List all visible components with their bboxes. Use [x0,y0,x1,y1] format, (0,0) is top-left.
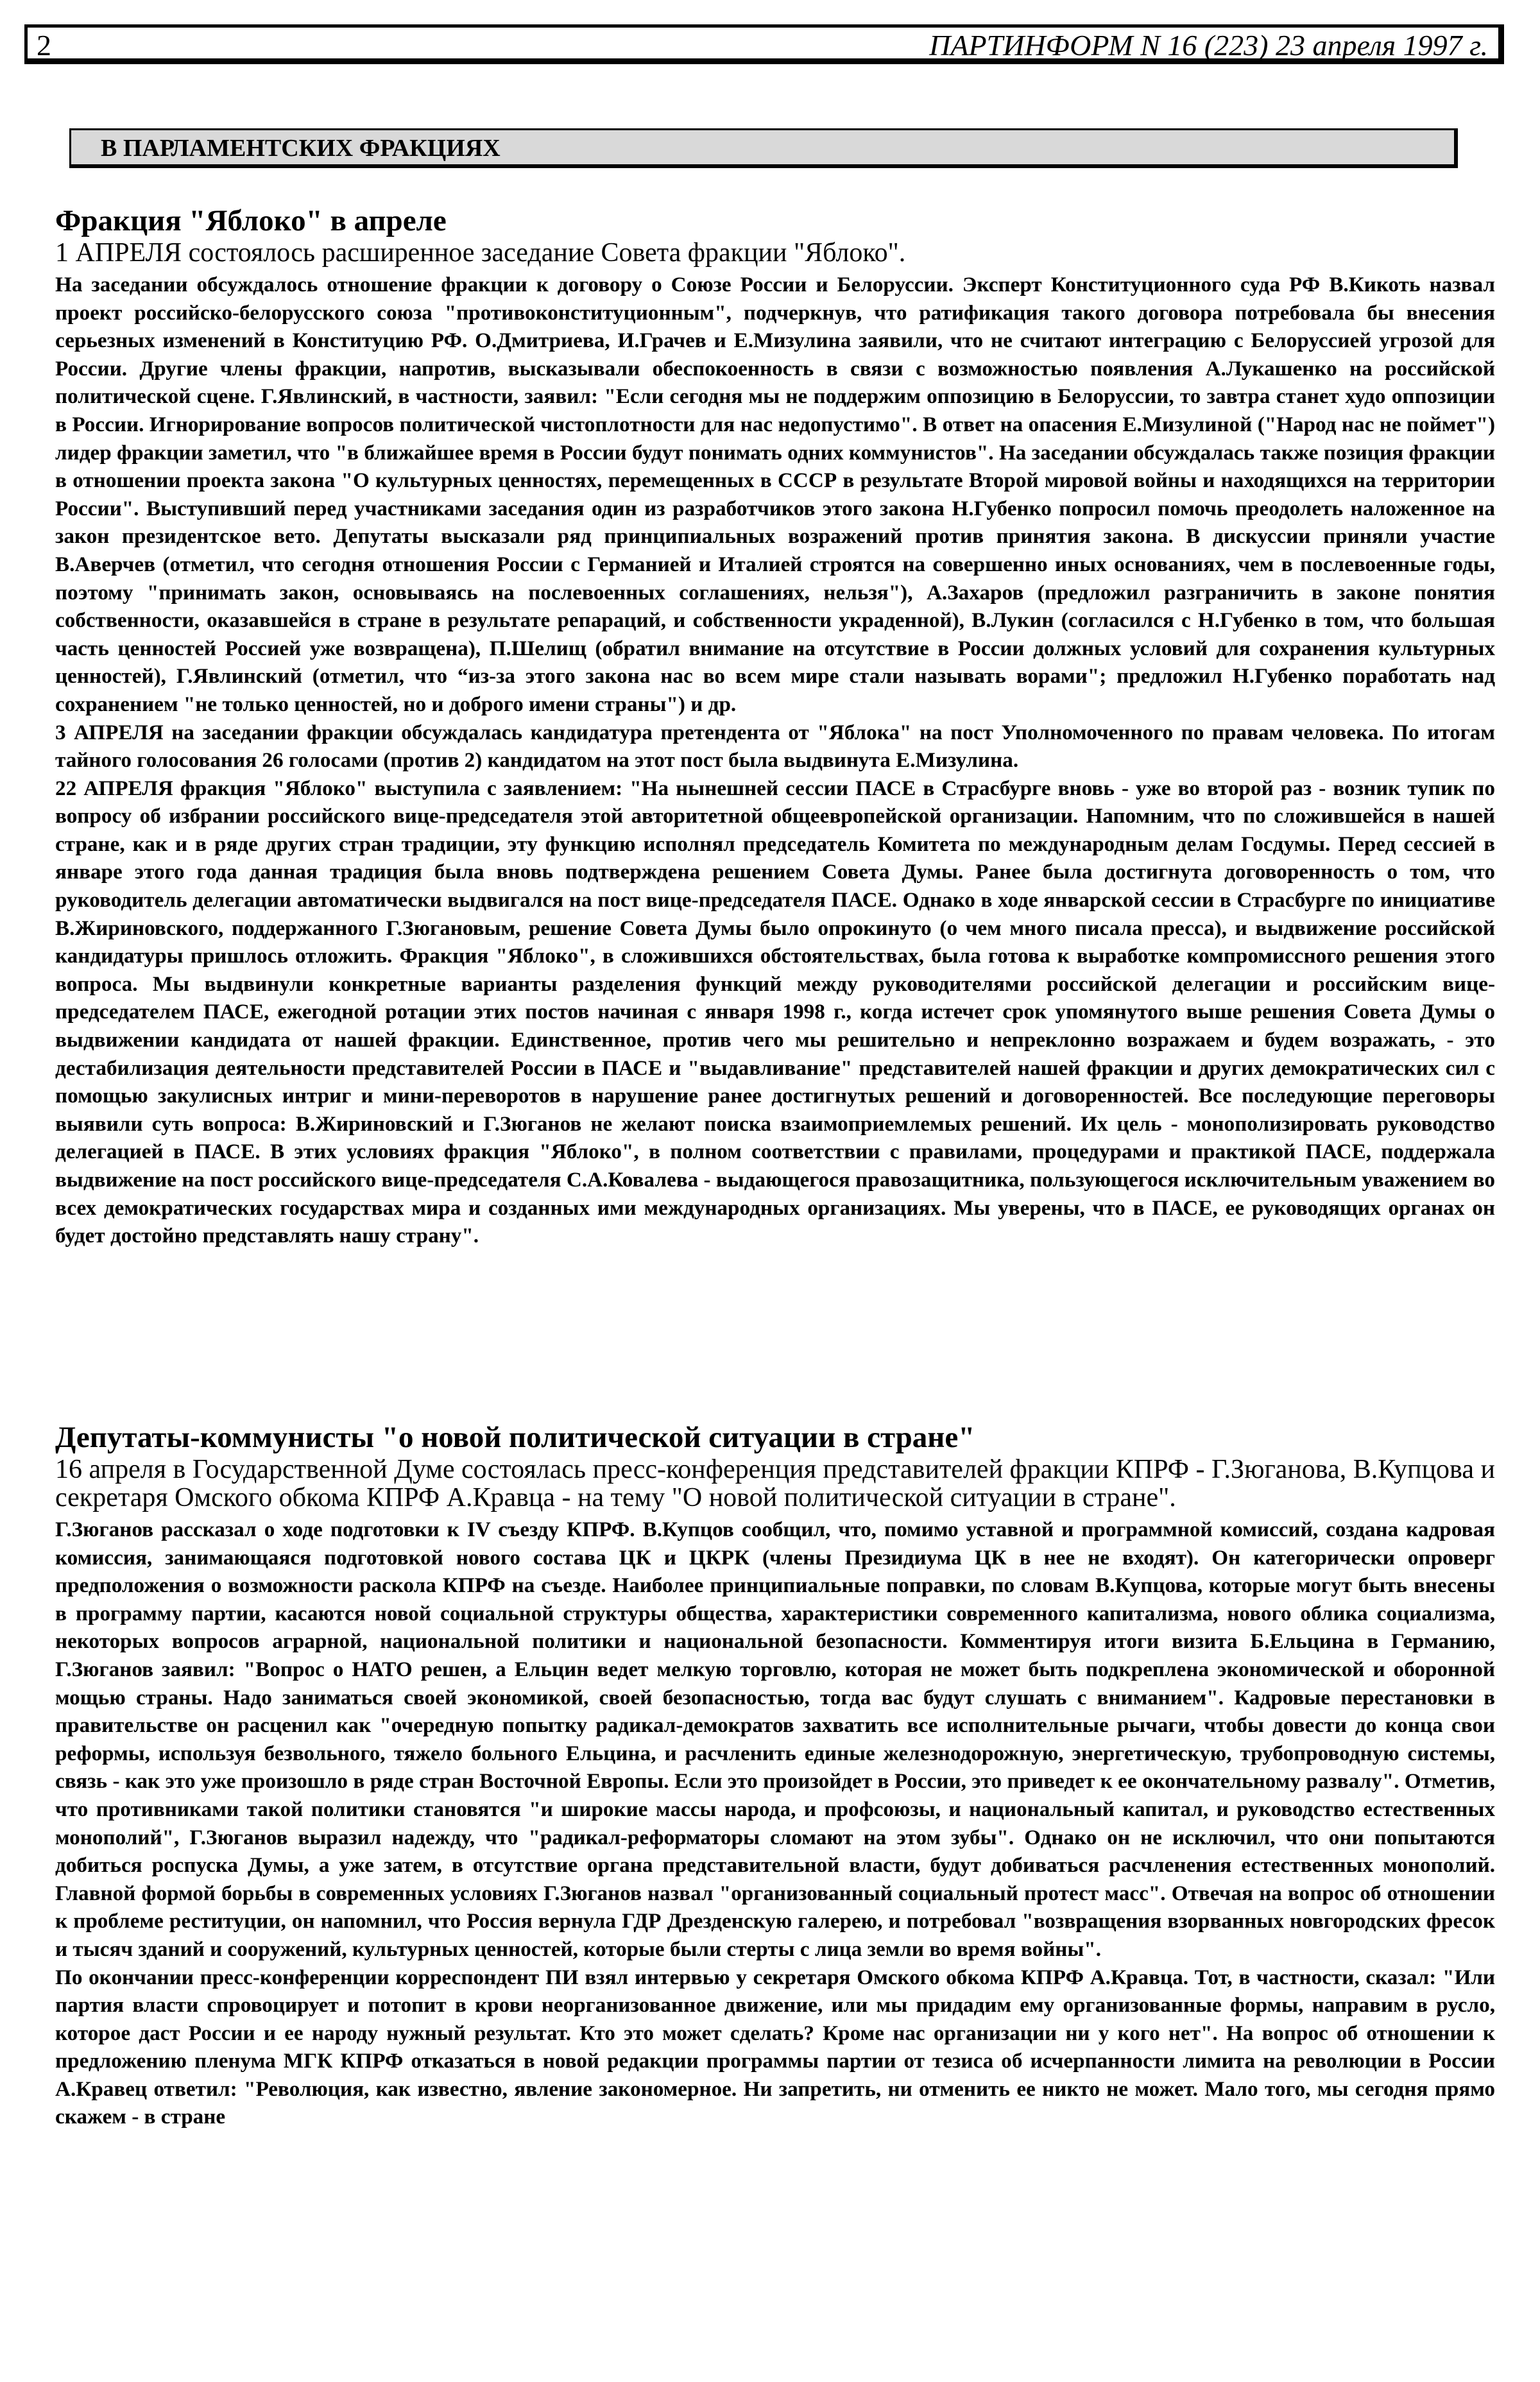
article-title: Депутаты-коммунисты "о новой политической ситуации в стране" [55,1421,975,1454]
article-paragraph: По окончании пресс-конференции корреспондент ПИ взял интервью у секретаря Омского обкома КПРФ А.Кравца. Тот, в частности, сказал: "Или партия власти спровоцирует и потопит в крови неорганизованное движение, или мы придадим ему организованные формы, направим в русло, которое даст России и ее народу нужный результат. Кто это может сделать? Кроме нас организации ни у кого нет". На вопрос об отношении к предложению пленума МГК КПРФ отказаться в новой редакции программы партии от тезиса об исчерпанности лимита на революции в России А.Кравец ответил: "Революция, как известно, явление закономерное. Ни запретить, ни отменить ее никто не может. Мало того, мы сегодня прямо скажем - в стране [55,1965,1495,2129]
issue-line: ПАРТИНФОРМ N 16 (223) 23 апреля 1997 г. [929,29,1488,62]
article-kprf [55,1419,1495,2131]
article-yabloko [55,203,1495,1250]
article-paragraph: 22 АПРЕЛЯ фракция "Яблоко" выступила с заявлением: "На нынешней сессии ПАСЕ в Страсбурге вновь - уже во второй раз - возник тупик по вопросу об избрании российского вице-председателя этой авторитетной общеевропейской организации. Напомним, что по сложившейся в нашей стране, как и в ряде других стран традиции, эту функцию исполнял председатель Комитета по международным делам Госдумы. Перед сессией в январе этого года данная традиция была вновь подтверждена решением Совета Думы. Ранее была достигнута договоренность о том, что руководитель делегации автоматически выдвигался на пост вице-председателя ПАСЕ. Однако в ходе январской сессии в Страсбурге по инициативе В.Жириновского, поддержанного Г.Зюгановым, решение Совета Думы было опрокинуто (о чем много писала пресса), и выдвижение российской кандидатуры пришлось отложить. Фракция "Яблоко", в сложившихся обстоятельствах, была готова к выработке компромиссного решения этого вопроса. Мы выдвинули конкретные варианты разделения функций между руководителями российской делегации и российским вице-председателем ПАСЕ, ежегодной ротации этих постов начиная с января 1998 г., когда истечет срок упомянутого выше решения Совета Думы о выдвижении кандидата от нашей фракции. Единственное, против чего мы решительно и непреклонно возражаем и будем возражать, - это дестабилизация деятельности представителей России в ПАСЕ и "выдавливание" представителей нашей фракции и других демократических сил с помощью закулисных интриг и мини-переворотов в нарушение ранее достигнутых решений и договоренностей. Все последующие переговоры выявили суть вопроса: В.Жириновский и Г.Зюганов не желают поиска взаимоприемлемых решений. Их цель - монополизировать руководство делегацией в ПАСЕ. В этих условиях фракция "Яблоко", в полном соответствии с правилами, процедурами и практикой ПАСЕ, поддержала выдвижение на пост российского вице-председателя С.А.Ковалева - выдающегося правозащитника, пользующегося исключительным уважением во всех демократических государствах мира и созданных ими международных организациях. Мы уверены, что в ПАСЕ, ее руководящих органах он будет достойно представлять нашу страну". [55,776,1495,1248]
article-lead: 1 АПРЕЛЯ состоялось расширенное заседание Совета фракции "Яблоко". [55,238,906,268]
article-paragraph: На заседании обсуждалось отношение фракции к договору о Союзе России и Белоруссии. Эксперт Конституционного суда РФ В.Кикоть назвал проект российско-белорусского союза "противоконституционным", подчеркнув, что ратификация такого договора потребовала бы внесения серьезных изменений в Конституцию РФ. О.Дмитриева, И.Грачев и Е.Мизулина заявили, что не считают интеграцию с Белоруссией угрозой для России. Другие члены фракции, напротив, высказывали обеспокоенность в связи с возможностью появления А.Лукашенко на российской политической сцене. Г.Явлинский, в частности, заявил: "Если сегодня мы не поддержим оппозицию в Белоруссии, то завтра станет худо оппозиции в России. Игнорирование вопросов политической чистоплотности для нас недопустимо". В ответ на опасения Е.Мизулиной ("Народ нас не поймет") лидер фракции заметил, что "в ближайшее время в России будут понимать одних коммунистов". На заседании обсуждалась также позиция фракции в отношении проекта закона "О культурных ценностях, перемещенных в СССР в результате Второй мировой войны и находящихся на территории России". Выступивший перед участниками заседания один из разработчиков этого закона Н.Губенко попросил помочь преодолеть наложенное на закон президентское вето. Депутаты высказали ряд принципиальных возражений против принятия закона. В дискуссии приняли участие В.Аверчев (отметил, что сегодня отношения России с Германией и Италией строятся на совершенно иных основаниях, чем в послевоенные годы, поэтому "принимать закон, основываясь на послевоенных соглашениях, нельзя"), А.Захаров (предложил разграничить в законе понятия собственности, оказавшейся в стране в результате репараций, и собственности украденной), В.Лукин (согласился с Н.Губенко в том, что большая часть ценностей Россией уже возвращена), П.Шелищ (обратил внимание на отсутствие в России должных условий для сохранения культурных ценностей), Г.Явлинский (отметил, что “из-за этого закона нас во всем мире стали называть ворами"; предложил Н.Губенко поработать над сохранением "не только ценностей, но и доброго имени страны") и др. [55,273,1495,716]
article-paragraph: 3 АПРЕЛЯ на заседании фракции обсуждалась кандидатура претендента от "Яблока" на пост Уполномоченного по правам человека. По итогам тайного голосования 26 голосами (против 2) кандидатом на этот пост была выдвинута Е.Мизулина. [55,720,1495,773]
article-paragraph: Г.Зюганов рассказал о ходе подготовки к IV съезду КПРФ. В.Купцов сообщил, что, помимо уставной и программной комиссий, создана кадровая комиссия, занимающаяся подготовкой нового состава ЦК и ЦКРК (члены Президиума ЦК в нее не входят). Он категорически опроверг предположения о возможности раскола КПРФ на съезде. Наиболее принципиальные поправки, по словам В.Купцова, которые могут быть внесены в программу партии, касаются новой социальной структуры общества, характеристики современного капитализма, нового облика социализма, некоторых вопросов аграрной, национальной политики и национальной безопасности. Комментируя итоги визита Б.Ельцина в Германию, Г.Зюганов заявил: "Вопрос о НАТО решен, а Ельцин ведет мелкую торговлю, которая не может быть подкреплена экономической и оборонной мощью страны. Надо заниматься своей экономикой, своей безопасностью, тогда вас будут слушать с вниманием". Кадровые перестановки в правительстве он расценил как "очередную попытку радикал-демократов захватить все исполнительные рычаги, чтобы довести до конца свои реформы, используя безвольного, тяжело больного Ельцина, и расчленить единые железнодорожную, энергетическую, трубопроводную системы, связь - как это уже произошло в ряде стран Восточной Европы. Если это произойдет в России, это приведет к ее окончательному развалу". Отметив, что противниками такой политики становятся "и широкие массы народа, и профсоюзы, и национальный капитал, и руководство естественных монополий", Г.Зюганов выразил надежду, что "радикал-реформаторы сломают на этом зубы". Однако он не исключил, что они попытаются добиться роспуска Думы, а уже затем, в отсутствие органа представительной власти, будут добиваться расчленения естественных монополий. Главной формой борьбы в современных условиях Г.Зюганов назвал "организованный социальный протест масс". Отвечая на вопрос об отношении к проблеме реституции, он напомнил, что Россия вернула ГДР Дрезденскую галерею, и потребовал "возвращения взорванных новгородских фресок и тысяч зданий и сооружений, культурных ценностей, которые были стерты с лица земли во время войны". [55,1518,1495,1961]
page-header [24,24,1504,64]
section-rubric: В ПАРЛАМЕНТСКИХ ФРАКЦИЯХ [69,128,1458,168]
article-lead: 16 апреля в Государственной Думе состоялась пресс-конференция представителей фракции КПРФ - Г.Зюганова, В.Купцова и секретаря Омского обкома КПРФ А.Кравца - на тему "О новой политической ситуации в стране". [55,1455,1495,1512]
page-number: 2 [37,29,51,62]
article-title: Фракция "Яблоко" в апреле [55,204,447,237]
